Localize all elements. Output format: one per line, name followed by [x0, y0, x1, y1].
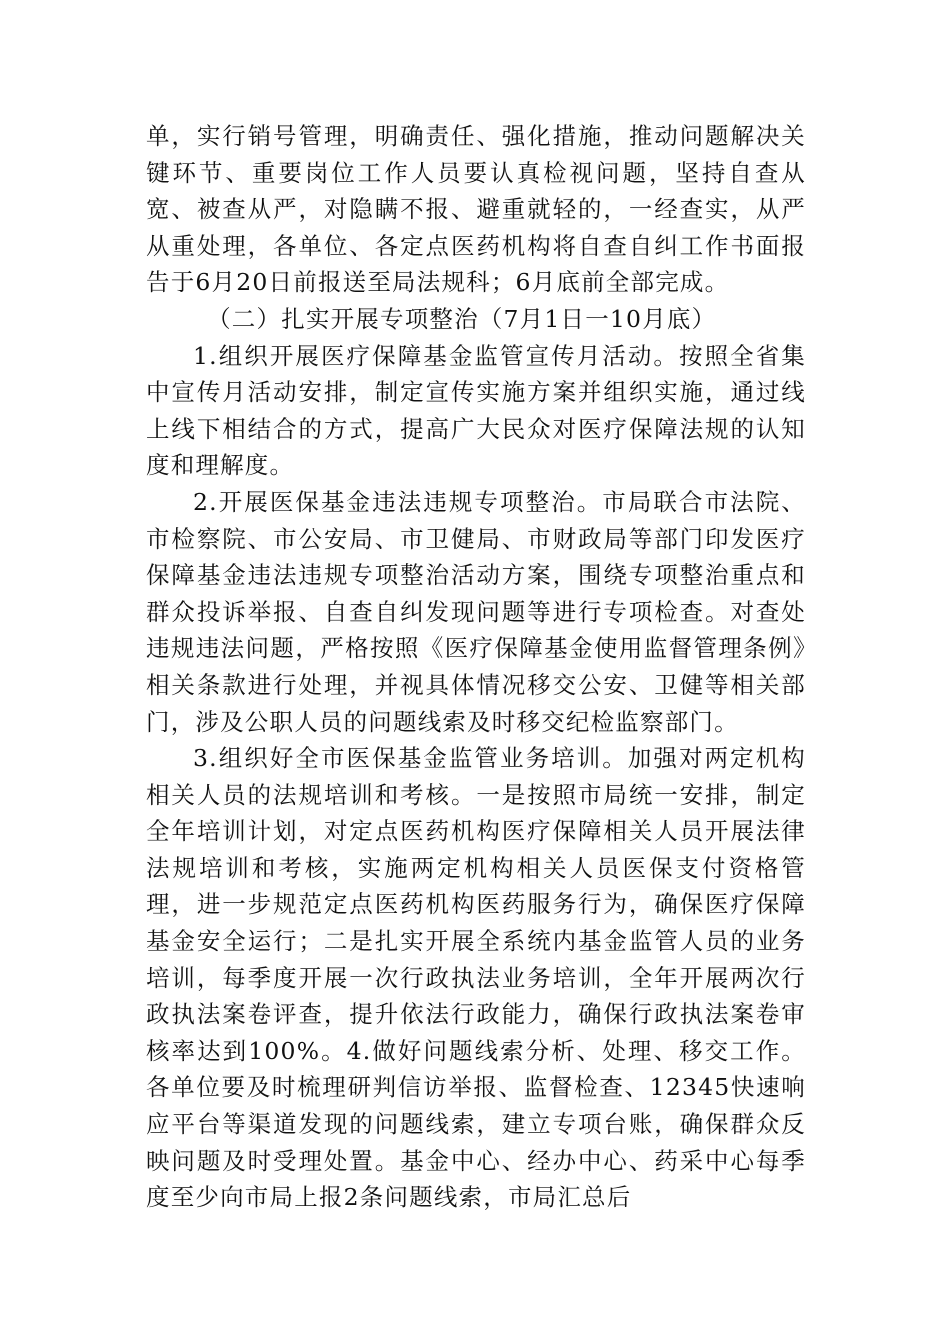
- paragraph-item-1: 1.组织开展医疗保障基金监管宣传月活动。按照全省集中宣传月活动安排，制定宣传实施方案并组织实施，通过线上线下相结合的方式，提高广大民众对医疗保障法规的认知度和理解度。: [146, 341, 806, 480]
- document-body: [146, 118, 806, 1216]
- paragraph-item-2: 2.开展医保基金违法违规专项整治。市局联合市法院、市检察院、市公安局、市卫健局、市财政局等部门印发医疗保障基金违法违规专项整治活动方案，围绕专项整治重点和群众投诉举报、自查自纠发现问题等进行专项检查。对查处违规违法问题，严格按照《医疗保障基金使用监督管理条例》相关条款进行处理，并视具体情况移交公安、卫健等相关部门，涉及公职人员的问题线索及时移交纪检监察部门。: [146, 487, 806, 736]
- paragraph-continuation: 单，实行销号管理，明确责任、强化措施，推动问题解决关键环节、重要岗位工作人员要认真检视问题，坚持自查从宽、被查从严，对隐瞒不报、避重就轻的，一经查实，从严从重处理，各单位、各定点医药机构将自查自纠工作书面报告于6月20日前报送至局法规科；6月底前全部完成。: [146, 122, 806, 297]
- paragraph-item-3: 3.组织好全市医保基金监管业务培训。加强对两定机构相关人员的法规培训和考核。一是按照市局统一安排，制定全年培训计划，对定点医药机构医疗保障相关人员开展法律法规培训和考核，实施两定机构相关人员医保支付资格管理，进一步规范定点医药机构医药服务行为，确保医疗保障基金安全运行；二是扎实开展全系统内基金监管人员的业务培训，每季度开展一次行政执法业务培训，全年开展两次行政执法案卷评查，提升依法行政能力，确保行政执法案卷审核率达到100%。4.做好问题线索分析、处理、移交工作。各单位要及时梳理研判信访举报、监督检查、12345快速响应平台等渠道发现的问题线索，建立专项台账，确保群众反映问题及时受理处置。基金中心、经办中心、药采中心每季度至少向市局上报2条问题线索，市局汇总后: [146, 744, 806, 1212]
- section-heading: （二）扎实开展专项整治（7月1日一10月底）: [207, 304, 717, 333]
